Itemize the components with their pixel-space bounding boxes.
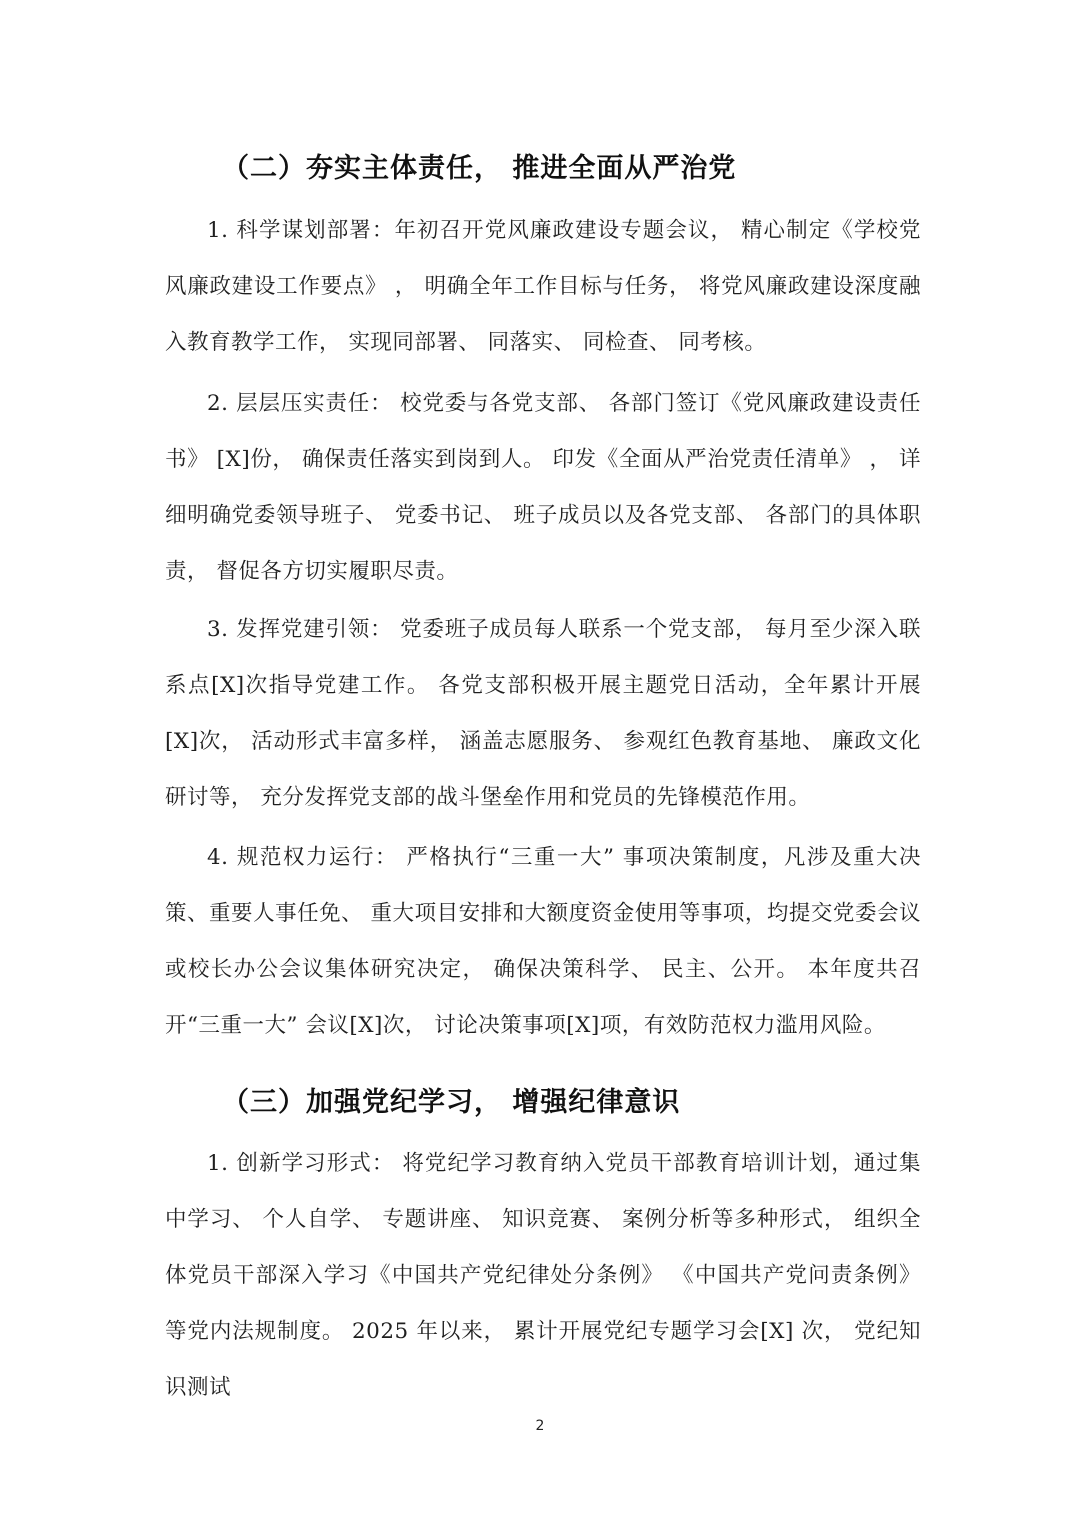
section-3-paragraph-1: 1. 创新学习形式： 将党纪学习教育纳入党员干部教育培训计划，通过集中学习、 个人自学、 专题讲座、 知识竞赛、 案例分析等多种形式， 组织全体党员干部深入学习《中国共产党纪律处分条例》 《中国共产党问责条例》 等党内法规制度。 2025 年以来， 累计开展党纪专题学习会[X] 次， 党纪知识测试 (165, 1151, 921, 1400)
section-2-heading: （二）夯实主体责任， 推进全面从严治党 (222, 153, 737, 184)
section-2-paragraph-3: 3. 发挥党建引领： 党委班子成员每人联系一个党支部， 每月至少深入联系点[X]次指导党建工作。 各党支部积极开展主题党日活动，全年累计开展[X]次， 活动形式丰富多样， 涵盖志愿服务、 参观红色教育基地、 廉政文化研讨等， 充分发挥党支部的战斗堡垒作用和党员的先锋模范作用。 (165, 617, 921, 810)
section-2-paragraph-4: 4. 规范权力运行： 严格执行“三重一大” 事项决策制度，凡涉及重大决策、重要人事任免、 重大项目安排和大额度资金使用等事项，均提交党委会议或校长办公会议集体研究决定， 确保决策科学、 民主、公开。 本年度共召开“三重一大” 会议[X]次， 讨论决策事项[X]项，有效防范权力滥用风险。 (165, 845, 921, 1038)
section-2-paragraph-1: 1. 科学谋划部署：年初召开党风廉政建设专题会议， 精心制定《学校党风廉政建设工作要点》 ， 明确全年工作目标与任务， 将党风廉政建设深度融入教育教学工作， 实现同部署、 同落实、 同检查、 同考核。 (165, 218, 921, 355)
section-2-paragraph-2: 2. 层层压实责任： 校党委与各党支部、 各部门签订《党风廉政建设责任书》 [X]份， 确保责任落实到岗到人。 印发《全面从严治党责任清单》 ， 详细明确党委领导班子、 党委书记、 班子成员以及各党支部、 各部门的具体职责， 督促各方切实履职尽责。 (165, 391, 921, 584)
section-3-heading: （三）加强党纪学习， 增强纪律意识 (222, 1087, 681, 1118)
page-number: 2 (535, 1418, 545, 1434)
